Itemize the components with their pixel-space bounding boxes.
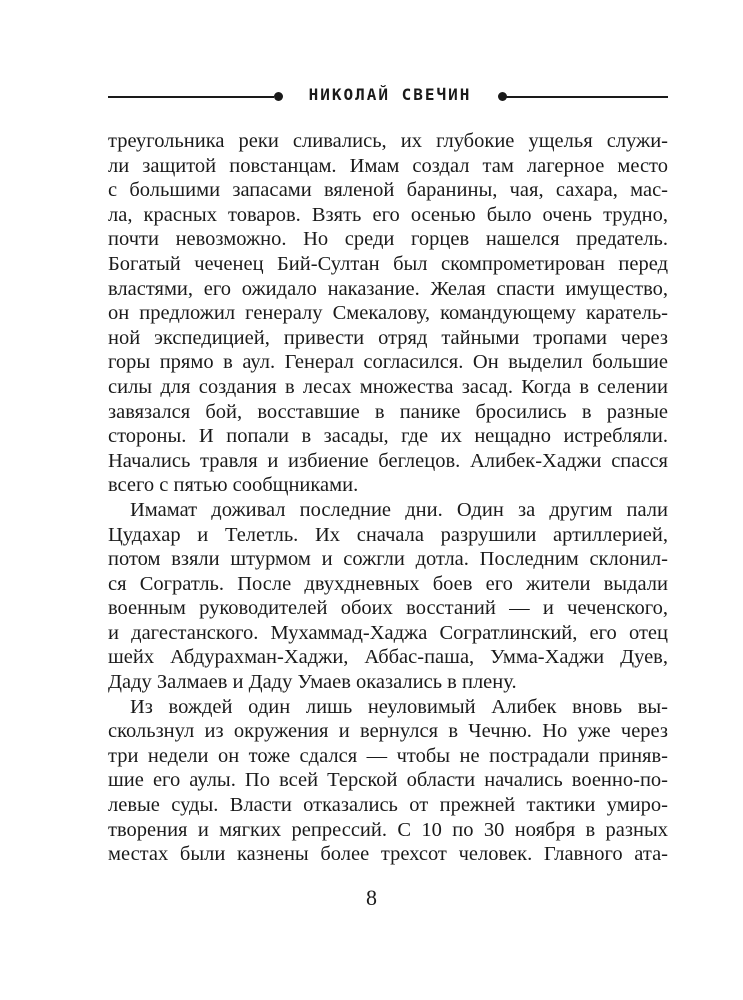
header-rule-right [506, 96, 668, 98]
running-header [108, 82, 668, 112]
text-line: военным руководителей обоих восстаний — и чеченского, [108, 597, 668, 620]
text-line: творения и мягких репрессий. С 10 по 30 ноября в разных [108, 818, 668, 841]
header-rule-left [108, 96, 274, 98]
text-line: горы прямо в аул. Генерал согласился. Он выделил большие [108, 351, 668, 374]
text-line: Даду Залмаев и Даду Умаев оказались в плену. [108, 671, 517, 694]
text-line: он предложил генералу Смекалову, командующему каратель- [108, 302, 668, 325]
text-line: треугольника реки сливались, их глубокие ущелья служи- [108, 130, 668, 152]
text-line: завязался бой, восставшие в панике бросились в разные [108, 400, 668, 423]
running-header-title: НИКОЛАЙ СВЕЧИН [308, 85, 472, 104]
text-line: ли защитой повстанцам. Имам создал там лагерное место [108, 154, 668, 177]
header-bullet-left [274, 92, 283, 101]
text-line: скользнул из окружения и вернулся в Чечню. Но уже через [108, 720, 668, 743]
text-line: Богатый чеченец Бий-Султан был скомпрометирован перед [108, 252, 668, 275]
text-line: ся Согратль. После двухдневных боев его жители выдали [108, 572, 668, 595]
text-line: потом взяли штурмом и сожгли дотла. Последним склонил- [108, 548, 668, 571]
text-line: Из вождей один лишь неуловимый Алибек вновь вы- [130, 695, 668, 718]
text-line: ной экспедицией, привести отряд тайными тропами через [108, 326, 668, 349]
text-line: и дагестанского. Мухаммад-Хаджа Согратлинский, его отец [108, 621, 668, 644]
text-line: шие его аулы. По всей Терской области начались военно-по- [108, 769, 668, 792]
text-line: левые суды. Власти отказались от прежней тактики умиро- [108, 794, 668, 817]
text-line: Цудахар и Телетль. Их сначала разрушили артиллерией, [108, 523, 668, 546]
page-number: 8 [366, 885, 377, 910]
text-line: стороны. И попали в засады, где их нещадно истребляли. [108, 425, 668, 448]
body-text [108, 129, 668, 867]
text-line: ла, красных товаров. Взять его осенью было очень трудно, [108, 203, 668, 226]
text-line: Начались травля и избиение беглецов. Алибек-Хаджи спасся [108, 449, 668, 472]
text-line: силы для создания в лесах множества засад. Когда в селении [108, 375, 668, 398]
text-line: шейх Абдурахман-Хаджи, Аббас-паша, Умма-Хаджи Дуев, [108, 646, 668, 669]
text-line: местах были казнены более трехсот человек. Главного ата- [108, 843, 668, 866]
text-line: всего с пятью сообщниками. [108, 474, 359, 497]
text-line: с большими запасами вяленой баранины, чая, сахара, мас- [108, 179, 668, 202]
text-line: властями, его ожидало наказание. Желая спасти имущество, [108, 277, 668, 300]
text-line: три недели он тоже сдался — чтобы не пострадали приняв- [108, 744, 668, 767]
text-line: Имамат доживал последние дни. Один за другим пали [130, 498, 668, 521]
text-line: почти невозможно. Но среди горцев нашелся предатель. [108, 228, 668, 251]
